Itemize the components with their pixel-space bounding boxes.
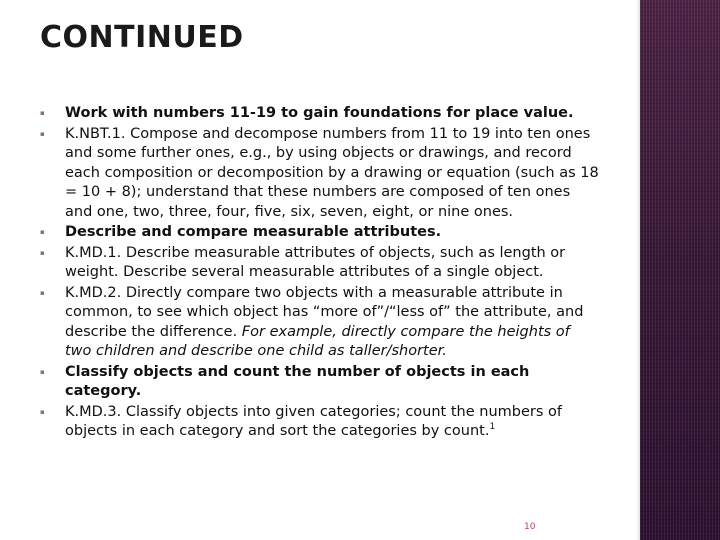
bullet-icon: ▪ [40, 248, 45, 257]
list-item [40, 104, 600, 124]
page-number: 10 [524, 522, 536, 532]
bullet-icon: ▪ [40, 109, 45, 117]
item-text: Work with numbers 11-19 to gain foundations for place value. [65, 105, 574, 121]
list-item [40, 284, 600, 362]
list-item [40, 125, 600, 223]
list-item [40, 244, 600, 283]
bullet-icon: ▪ [40, 367, 45, 376]
item-text: Describe and compare measurable attributes. [65, 224, 442, 240]
item-text: K.NBT.1. Compose and decompose numbers from 11 to 19 into ten ones and some further ones, e.g., by using objects or drawings, and record each composition or decomposition by a drawing or equation (such as 18 = 10 + 8); understand that these numbers are composed of ten ones and one, two, three, four, five, six, seven, eight, or nine ones. [65, 125, 599, 220]
bullet-list [40, 104, 600, 443]
item-text: K.MD.3. Classify objects into given categories; count the numbers of objects in each category and sort the categories by count. [65, 403, 562, 439]
list-item [40, 363, 600, 402]
item-text: K.MD.2. Directly compare two objects with a measurable attribute in common, to see which object has “more of”/“less of” the attribute, and describe the difference. [65, 284, 584, 340]
list-item [40, 403, 600, 442]
bullet-icon: ▪ [40, 288, 45, 297]
item-text: K.MD.1. Describe measurable attributes of objects, such as length or weight. Describe several measurable attributes of a single object. [65, 244, 566, 280]
bullet-icon: ▪ [40, 407, 45, 416]
decorative-sidebar [640, 0, 720, 540]
item-text: Classify objects and count the number of objects in each category. [65, 363, 530, 399]
slide-title: CONTINUED [40, 20, 244, 55]
bullet-icon: ▪ [40, 228, 45, 236]
bullet-icon: ▪ [40, 129, 45, 138]
list-item [40, 223, 600, 243]
footnote-marker: 1 [489, 422, 496, 433]
item-example-text: For example, directly compare the heights of two children and describe one child as taller/shorter. [65, 323, 570, 359]
